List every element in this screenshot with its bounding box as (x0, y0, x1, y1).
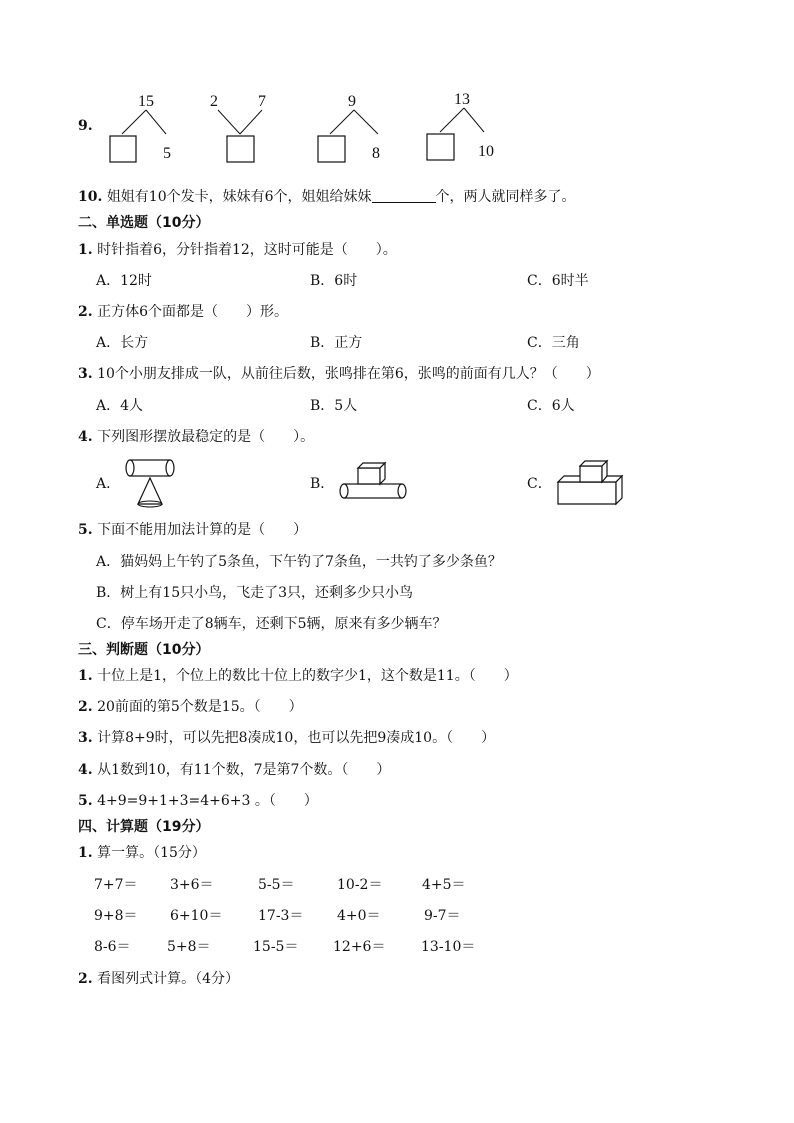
s4-question-1 (78, 842, 206, 862)
calc-item[interactable]: 15-5＝ (253, 939, 299, 955)
option-b[interactable]: B．6时 (310, 273, 358, 289)
question-text-end: 个，两人就同样多了。 (435, 189, 576, 205)
question-text: 10个小朋友排成一队，从前往后数，张鸣排在第6，张鸣的前面有几人？（ ） (97, 366, 600, 382)
question-text: 算一算。（15分） (97, 845, 206, 861)
question-text: 姐姐有10个发卡，妹妹有6个，姐姐给妹妹 (106, 189, 372, 205)
question-text: 看图列式计算。（4分） (97, 971, 239, 987)
split-tree-1 (110, 93, 171, 162)
question-number: 2. (78, 304, 93, 320)
question-text: 下面不能用加法计算的是（ ） (97, 522, 308, 538)
s3-question-4 (78, 759, 390, 779)
answer-box (427, 134, 454, 160)
split-tree-3 (318, 93, 380, 162)
option-c[interactable]: C．6人 (527, 398, 575, 414)
number-split-diagrams (100, 88, 520, 170)
question-text: 4+9=9+1+3=4+6+3 。（ ） (97, 793, 318, 809)
option-a[interactable]: A． (96, 476, 121, 492)
question-9-number: 9. (78, 118, 93, 134)
s3-question-2 (78, 696, 303, 716)
question-number: 4. (78, 762, 93, 778)
question-text: 下列图形摆放最稳定的是（ ）。 (97, 429, 315, 445)
option-c[interactable]: C．三角 (527, 335, 580, 351)
tree3-top: 9 (348, 93, 356, 110)
tree4-right: 10 (478, 143, 494, 160)
calc-item[interactable]: 6+10＝ (170, 908, 223, 924)
cylinder-on-cone-figure (122, 456, 178, 510)
calc-item[interactable]: 5+8＝ (167, 939, 211, 955)
option-a[interactable]: A．猫妈妈上午钓了5条鱼，下午钓了7条鱼，一共钓了多少条鱼？ (96, 554, 502, 570)
s2-question-2 (78, 301, 288, 321)
calc-item[interactable]: 9+8＝ (94, 908, 138, 924)
option-b[interactable]: B．树上有15只小鸟，飞走了3只，还剩多少只小鸟 (96, 585, 414, 601)
option-b[interactable]: B． (310, 476, 335, 492)
tree1-right: 5 (163, 145, 171, 162)
question-number: 2. (78, 699, 93, 715)
question-number: 3. (78, 366, 93, 382)
question-text: 十位上是1，个位上的数比十位上的数字少1，这个数是11。（ ） (97, 668, 518, 684)
calc-item[interactable]: 12+6＝ (333, 939, 386, 955)
cube-on-cuboid-figure (554, 458, 630, 508)
question-number: 1. (78, 668, 93, 684)
section-4-title: 四、计算题（19分） (78, 819, 210, 835)
calc-item[interactable]: 13-10＝ (421, 939, 476, 955)
tree2-left: 2 (210, 93, 218, 110)
s2-question-5 (78, 519, 307, 539)
calc-item[interactable]: 9-7＝ (424, 908, 461, 924)
s3-question-3 (78, 727, 495, 747)
option-c[interactable]: C．停车场开走了8辆车，还剩下5辆，原来有多少辆车？ (96, 616, 447, 632)
option-c[interactable]: C． (527, 476, 552, 492)
question-number: 1. (78, 845, 93, 861)
s3-question-1 (78, 665, 518, 685)
s2-question-3 (78, 363, 600, 383)
calc-item[interactable]: 7+7＝ (94, 877, 138, 893)
question-number: 1. (78, 242, 93, 258)
calc-item[interactable]: 8-6＝ (94, 939, 131, 955)
section-3-title: 三、判断题（10分） (78, 642, 210, 658)
s2-question-4 (78, 426, 314, 446)
option-a[interactable]: A．4人 (96, 398, 144, 414)
question-text: 计算8+9时，可以先把8凑成10，也可以先把9凑成10。（ ） (97, 730, 496, 746)
answer-box (110, 136, 136, 162)
split-tree-2 (210, 93, 266, 162)
calc-item[interactable]: 4+5＝ (422, 877, 466, 893)
option-b[interactable]: B．正方 (310, 335, 363, 351)
split-tree-4 (427, 91, 494, 160)
question-10 (78, 186, 576, 206)
s3-question-5 (78, 790, 318, 810)
answer-blank[interactable] (372, 189, 436, 203)
question-number: 5. (78, 793, 93, 809)
tree3-right: 8 (372, 145, 380, 162)
calc-item[interactable]: 4+0＝ (337, 908, 381, 924)
question-number: 5. (78, 522, 93, 538)
answer-box (318, 136, 345, 162)
calc-item[interactable]: 5-5＝ (258, 877, 295, 893)
calc-item[interactable]: 3+6＝ (170, 877, 214, 893)
s4-question-2 (78, 968, 239, 988)
option-a[interactable]: A．长方 (96, 335, 149, 351)
question-number: 4. (78, 429, 93, 445)
question-text: 正方体6个面都是（ ）形。 (97, 304, 288, 320)
tree4-top: 13 (454, 91, 470, 108)
option-b[interactable]: B．5人 (310, 398, 358, 414)
question-number: 2. (78, 971, 93, 987)
question-text: 20前面的第5个数是15。（ ） (97, 699, 303, 715)
answer-box (227, 136, 254, 162)
section-2-title: 二、单选题（10分） (78, 215, 210, 231)
tree1-top: 15 (138, 93, 154, 110)
question-number: 3. (78, 730, 93, 746)
cube-on-cylinder-figure (336, 460, 412, 502)
calc-item[interactable]: 10-2＝ (337, 877, 383, 893)
calc-item[interactable]: 17-3＝ (258, 908, 304, 924)
question-number: 10. (78, 189, 103, 205)
tree2-right: 7 (258, 93, 266, 110)
option-a[interactable]: A．12时 (96, 273, 152, 289)
s2-question-1 (78, 239, 397, 259)
question-text: 从1数到10，有11个数，7是第7个数。（ ） (97, 762, 391, 778)
option-c[interactable]: C．6时半 (527, 273, 589, 289)
question-text: 时针指着6，分针指着12，这时可能是（ ）。 (97, 242, 397, 258)
